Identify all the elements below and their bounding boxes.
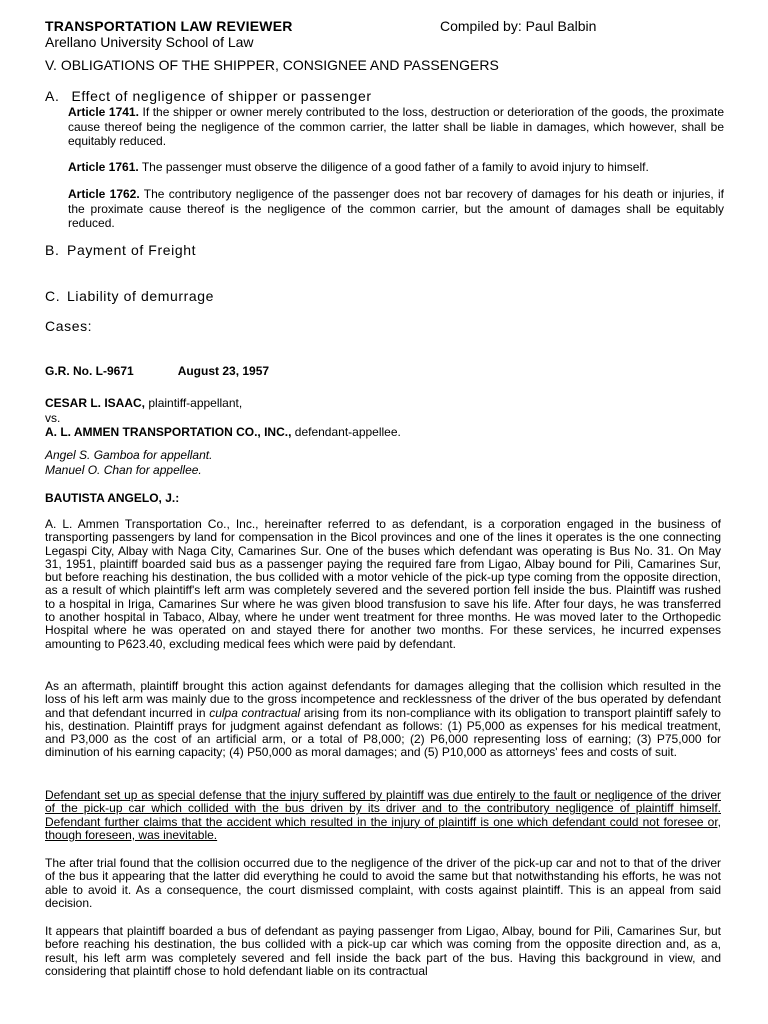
counsel-appellee: Manuel O. Chan for appellee. bbox=[45, 462, 202, 477]
subsection-letter: A. bbox=[45, 88, 60, 104]
paragraph-text: arising from its non-compliance with its obligation to transport plaintiff safely to his, destination. Plaintiff prays for judgment against defendant as follows: (1) P5,000 as expenses for his medical treatment, and P3,000 as the cost of an artificial arm, or a total of P8,000; (2) P6,000 representing loss of earning; (3) P75,000 for diminution of his earning capacity; (4) P50,000 as moral damages; and (5) P10,000 as attorneys' fees and costs of suit. bbox=[45, 705, 721, 760]
paragraph-complaint bbox=[45, 680, 721, 760]
paragraph-facts: A. L. Ammen Transportation Co., Inc., hereinafter referred to as defendant, is a corporation engaged in the business of transporting passengers by land for compensation in the Bicol provinces and one of the lines it operates is the one connecting Legaspi City, Albay with Naga City, Camarines Sur. One of the buses which defendant was operating is Bus No. 31. On May 31, 1951, plaintiff boarded said bus as a passenger paying the required fare from Ligao, Albay bound for Pili, Camarines Sur, but before reaching his destination, the bus collided with a motor vehicle of the pick-up type coming from the opposite direction, as a result of which plaintiff's left arm was completely severed and the severed portion fell inside the bus. Plaintiff was rushed to a hospital in Iriga, Camarines Sur where he was given blood transfusion to save his life. After four days, he was transferred to another hospital in Tabaco, Albay, where he under went treatment for three months. He was moved later to the Orthopedic Hospital where he was operated on and stayed there for another two months. For these services, he incurred expenses amounting to P623.40, excluding medical fees which were paid by defendant. bbox=[45, 517, 721, 651]
counsel-block bbox=[45, 448, 721, 477]
plaintiff-role: plaintiff-appellant, bbox=[145, 396, 243, 410]
latin-term: culpa contractual bbox=[209, 705, 301, 720]
plaintiff-line bbox=[45, 396, 721, 411]
decision-date: August 23, 1957 bbox=[177, 364, 270, 378]
versus: vs. bbox=[45, 410, 61, 425]
case-number-line bbox=[45, 364, 721, 379]
defendant-name: A. L. AMMEN TRANSPORTATION CO., INC., bbox=[45, 425, 292, 439]
paragraph-trial-finding: The after trial found that the collision occurred due to the negligence of the driver of the pick-up car and not to that of the driver of the bus it appearing that the latter did everything he could to avoid the same but that notwithstanding his efforts, he was not able to avoid it. As a consequence, the court dismissed complaint, with costs against plaintiff. This is an appeal from said decision. bbox=[45, 856, 721, 910]
reviewer-title: TRANSPORTATION LAW REVIEWER bbox=[45, 18, 293, 34]
compiled-by: Compiled by: Paul Balbin bbox=[440, 18, 597, 34]
gr-number: G.R. No. L-9671 bbox=[45, 364, 134, 378]
plaintiff-name: CESAR L. ISAAC, bbox=[45, 396, 146, 410]
school-name: Arellano University School of Law bbox=[45, 34, 254, 50]
section-title: V. OBLIGATIONS OF THE SHIPPER, CONSIGNEE AND PASSENGERS bbox=[45, 57, 499, 73]
article-1741 bbox=[68, 105, 724, 149]
subsection-heading: Liability of demurrage bbox=[67, 288, 215, 304]
subsection-heading: Effect of negligence of shipper or passenger bbox=[67, 88, 372, 104]
subsection-c bbox=[45, 288, 214, 304]
article-1762 bbox=[68, 187, 724, 231]
article-label: Article 1741. bbox=[68, 105, 139, 119]
counsel-appellant: Angel S. Gamboa for appellant. bbox=[45, 448, 213, 462]
article-label: Article 1762. bbox=[68, 187, 140, 201]
paragraph-appeal-facts: It appears that plaintiff boarded a bus of defendant as paying passenger from Ligao, Albay, bound for Pili, Camarines Sur, but before reaching his destination, the bus collided with a pick-up car which was coming from the opposite direction and, as a, result, his left arm was completely severed and fell inside the back part of the bus. Having this background in view, and considering that plaintiff chose to hold defendant liable on its contractual bbox=[45, 924, 721, 978]
subsection-letter: C. bbox=[45, 288, 61, 304]
defendant-line bbox=[45, 425, 721, 440]
subsection-a bbox=[45, 88, 372, 104]
subsection-b bbox=[45, 242, 196, 258]
subsection-letter: B. bbox=[45, 242, 60, 258]
article-text: If the shipper or owner merely contributed to the loss, destruction or deterioration of the goods, the proximate cause thereof being the negligence of the common carrier, the latter shall be liable in damages, which however, shall be equitably reduced. bbox=[68, 105, 724, 148]
ponente: BAUTISTA ANGELO, J.: bbox=[45, 491, 180, 505]
article-label: Article 1761. bbox=[68, 160, 139, 174]
case-parties bbox=[45, 396, 721, 440]
article-text: The contributory negligence of the passenger does not bar recovery of damages for his death or injuries, if the proximate cause thereof is the negligence of the common carrier, but the amount of damages shall be equitably reduced. bbox=[68, 187, 724, 230]
paragraph-special-defense: Defendant set up as special defense that the injury suffered by plaintiff was due entirely to the fault or negligence of the driver of the pick-up car which collided with the bus driven by its driver and to the contributory negligence of plaintiff himself. Defendant further claims that the accident which resulted in the injury of plaintiff is one which defendant could not foresee or, though foreseen, was inevitable. bbox=[45, 788, 721, 842]
article-1761 bbox=[68, 160, 724, 175]
paragraph-text: As an aftermath, plaintiff brought this action against defendants for damages alleging that the collision which resulted in the loss of his left arm was mainly due to the gross incompetence and recklessness of the driver of the bus operated by defendant and that defendant incurred in bbox=[45, 679, 721, 720]
subsection-heading: Payment of Freight bbox=[67, 242, 197, 258]
cases-label: Cases: bbox=[45, 318, 93, 334]
defendant-role: defendant-appellee. bbox=[291, 425, 401, 439]
article-text: The passenger must observe the diligence of a good father of a family to avoid injury to himself. bbox=[138, 160, 649, 174]
